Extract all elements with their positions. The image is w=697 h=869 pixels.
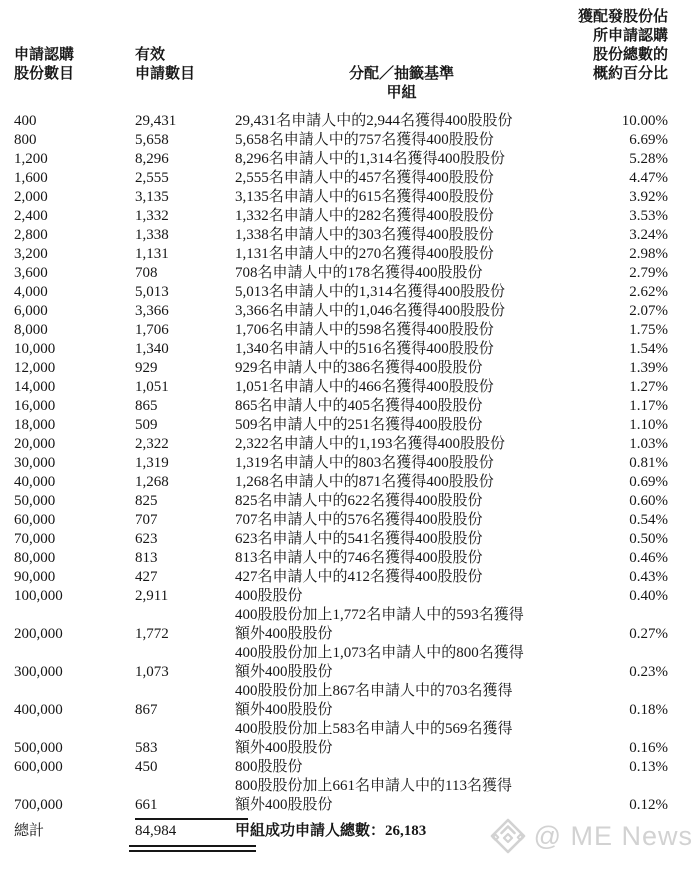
applied-shares-cell: 2,800 (14, 227, 48, 243)
percentage-cell: 0.12% (629, 797, 668, 813)
percentage-cell: 0.27% (629, 626, 668, 642)
header-allotment-basis: 分配／抽籤基準 (348, 66, 454, 82)
basis-line: 509名申請人中的251名獲得400股股份 (235, 417, 483, 433)
group-a-success-total: 甲組成功申請人總數：26,183 (235, 823, 427, 839)
applied-shares-cell: 70,000 (14, 531, 56, 547)
valid-applications-value: 5,013 (135, 284, 169, 300)
valid-applications-value: 450 (135, 759, 158, 775)
allotment-basis-cell (235, 169, 568, 188)
total-valid-cell (135, 822, 235, 852)
percentage-cell: 1.03% (629, 436, 668, 452)
table-row (14, 283, 668, 302)
valid-applications-value: 1,706 (135, 322, 169, 338)
table-row (14, 321, 668, 340)
allotment-basis-cell (235, 758, 568, 777)
table-row (14, 473, 668, 492)
applied-shares-cell: 1,200 (14, 151, 48, 167)
allotment-basis-cell (235, 378, 568, 397)
applied-shares-cell: 600,000 (14, 759, 63, 775)
valid-applications-cell (135, 169, 235, 188)
valid-applications-cell (135, 283, 235, 302)
table-row (14, 416, 668, 435)
allotment-basis-cell (235, 777, 568, 820)
allotment-basis-cell (235, 226, 568, 245)
basis-line: 400股股份加上867名申請人中的703名獲得 (235, 683, 513, 699)
basis-line: 800股股份 (235, 759, 303, 775)
valid-applications-cell (135, 302, 235, 321)
basis-line: 427名申請人中的412名獲得400股股份 (235, 569, 483, 585)
valid-applications-cell (135, 397, 235, 416)
valid-applications-cell (135, 568, 235, 587)
allotment-basis-cell (235, 340, 568, 359)
applied-shares-cell: 400 (14, 113, 37, 129)
applied-shares-cell: 8,000 (14, 322, 48, 338)
valid-applications-value: 825 (135, 493, 158, 509)
allotment-basis-cell (235, 302, 568, 321)
header-applied-shares (14, 46, 135, 84)
table-row (14, 644, 668, 682)
basis-line: 8,296名申請人中的1,314名獲得400股股份 (235, 151, 506, 167)
allotment-basis-cell (235, 131, 568, 150)
valid-applications-value: 1,338 (135, 227, 169, 243)
basis-line: 400股股份加上583名申請人中的569名獲得 (235, 721, 513, 737)
applied-shares-cell: 60,000 (14, 512, 56, 528)
valid-applications-value: 929 (135, 360, 158, 376)
valid-applications-value: 623 (135, 531, 158, 547)
basis-line: 3,366名申請人中的1,046名獲得400股股份 (235, 303, 506, 319)
valid-applications-value: 8,296 (135, 151, 169, 167)
table-row (14, 587, 668, 606)
valid-applications-value: 661 (135, 797, 158, 813)
percentage-cell: 0.43% (629, 569, 668, 585)
basis-line: 707名申請人中的576名獲得400股股份 (235, 512, 483, 528)
valid-applications-cell (135, 587, 235, 606)
valid-applications-cell (135, 226, 235, 245)
allotment-basis-cell (235, 112, 568, 131)
table-row (14, 682, 668, 720)
allotment-basis-cell (235, 720, 568, 758)
allotment-basis-cell (235, 568, 568, 587)
applied-shares-cell: 100,000 (14, 588, 63, 604)
applied-shares-cell: 200,000 (14, 626, 63, 642)
valid-applications-cell (135, 359, 235, 378)
table-body (14, 112, 668, 820)
header-line: 股份總數的 (592, 47, 668, 63)
percentage-cell: 4.47% (629, 170, 668, 186)
valid-applications-value: 867 (135, 702, 158, 718)
valid-applications-cell (135, 625, 235, 644)
basis-line: 2,322名申請人中的1,193名獲得400股股份 (235, 436, 506, 452)
basis-line: 1,706名申請人中的598名獲得400股股份 (235, 322, 494, 338)
table-row (14, 245, 668, 264)
valid-applications-cell (135, 758, 235, 777)
percentage-cell: 5.28% (629, 151, 668, 167)
percentage-cell: 1.39% (629, 360, 668, 376)
valid-applications-value: 1,340 (135, 341, 169, 357)
table-row (14, 777, 668, 820)
valid-applications-value: 1,051 (135, 379, 169, 395)
applied-shares-cell: 16,000 (14, 398, 56, 414)
applied-shares-cell: 20,000 (14, 436, 56, 452)
valid-applications-value: 3,366 (135, 303, 169, 319)
applied-shares-cell: 14,000 (14, 379, 56, 395)
valid-applications-cell (135, 492, 235, 511)
valid-applications-value: 1,268 (135, 474, 169, 490)
applied-shares-cell: 12,000 (14, 360, 56, 376)
valid-applications-value: 3,135 (135, 189, 169, 205)
table-row (14, 720, 668, 758)
valid-applications-cell (135, 245, 235, 264)
table-row (14, 454, 668, 473)
valid-applications-cell (135, 511, 235, 530)
allotment-basis-cell (235, 283, 568, 302)
valid-applications-cell (135, 131, 235, 150)
percentage-cell: 0.81% (629, 455, 668, 471)
percentage-cell: 2.98% (629, 246, 668, 262)
valid-applications-value: 1,772 (135, 626, 169, 642)
header-line: 申請數目 (135, 66, 196, 82)
valid-applications-value: 1,319 (135, 455, 169, 471)
basis-line: 額外400股股份 (235, 797, 333, 813)
table-row (14, 378, 668, 397)
allotment-basis-cell (235, 264, 568, 283)
applied-shares-cell: 3,600 (14, 265, 48, 281)
allotment-basis-cell (235, 207, 568, 226)
valid-applications-value: 1,131 (135, 246, 169, 262)
table-row (14, 169, 668, 188)
valid-applications-cell (135, 207, 235, 226)
valid-applications-cell (135, 701, 235, 720)
percentage-cell: 0.60% (629, 493, 668, 509)
basis-line: 1,131名申請人中的270名獲得400股股份 (235, 246, 494, 262)
header-line: 獲配發股份佔 (577, 9, 668, 25)
table-row (14, 188, 668, 207)
applied-shares-cell: 6,000 (14, 303, 48, 319)
basis-line: 1,051名申請人中的466名獲得400股股份 (235, 379, 494, 395)
applied-shares-cell: 300,000 (14, 664, 63, 680)
table-row (14, 112, 668, 131)
applied-shares-cell: 2,400 (14, 208, 48, 224)
percentage-cell: 1.17% (629, 398, 668, 414)
table-row (14, 758, 668, 777)
table-row (14, 511, 668, 530)
allotment-basis-cell (235, 150, 568, 169)
total-label: 總計 (14, 823, 45, 839)
percentage-cell: 1.54% (629, 341, 668, 357)
basis-line: 400股股份加上1,772名申請人中的593名獲得 (235, 607, 524, 623)
header-line: 概約百分比 (592, 66, 668, 82)
header-line: 所申請認購 (592, 28, 668, 44)
basis-line: 1,268名申請人中的871名獲得400股股份 (235, 474, 494, 490)
applied-shares-cell: 10,000 (14, 341, 56, 357)
basis-line: 1,338名申請人中的303名獲得400股股份 (235, 227, 494, 243)
basis-line: 額外400股股份 (235, 702, 333, 718)
basis-line: 400股股份加上1,073名申請人中的800名獲得 (235, 645, 524, 661)
basis-line: 813名申請人中的746名獲得400股股份 (235, 550, 483, 566)
table-row (14, 606, 668, 644)
allotment-basis-cell (235, 606, 568, 644)
valid-applications-cell (135, 435, 235, 454)
basis-line: 865名申請人中的405名獲得400股股份 (235, 398, 483, 414)
percentage-cell: 0.16% (629, 740, 668, 756)
percentage-cell: 0.13% (629, 759, 668, 775)
percentage-cell: 0.23% (629, 664, 668, 680)
percentage-cell: 3.24% (629, 227, 668, 243)
valid-applications-cell (135, 264, 235, 283)
table-row (14, 226, 668, 245)
valid-applications-cell (135, 796, 235, 820)
valid-applications-cell (135, 416, 235, 435)
basis-line: 額外400股股份 (235, 740, 333, 756)
valid-applications-value: 29,431 (135, 113, 177, 129)
valid-applications-cell (135, 473, 235, 492)
table-row (14, 492, 668, 511)
valid-applications-value: 2,911 (135, 588, 169, 604)
basis-line: 708名申請人中的178名獲得400股股份 (235, 265, 483, 281)
watermark-text: @ ME News (533, 820, 693, 851)
basis-line: 800股股份加上661名申請人中的113名獲得 (235, 778, 512, 794)
applied-shares-cell: 500,000 (14, 740, 63, 756)
applied-shares-cell: 1,600 (14, 170, 48, 186)
basis-line: 額外400股股份 (235, 626, 333, 642)
allotment-basis-cell (235, 416, 568, 435)
valid-applications-cell (135, 150, 235, 169)
allotment-basis-cell (235, 511, 568, 530)
valid-applications-cell (135, 378, 235, 397)
table-row (14, 568, 668, 587)
basis-line: 1,319名申請人中的803名獲得400股股份 (235, 455, 494, 471)
watermark (489, 817, 693, 855)
applied-shares-cell: 90,000 (14, 569, 56, 585)
applied-shares-cell: 80,000 (14, 550, 56, 566)
header-percentage (568, 8, 668, 84)
percentage-cell: 10.00% (621, 113, 668, 129)
percentage-cell: 1.27% (629, 379, 668, 395)
table-row (14, 131, 668, 150)
valid-applications-value: 1,332 (135, 208, 169, 224)
group-a-label: 甲組 (386, 85, 417, 101)
basis-line: 5,013名申請人中的1,314名獲得400股股份 (235, 284, 506, 300)
valid-applications-value: 509 (135, 417, 158, 433)
allotment-basis-cell (235, 454, 568, 473)
allotment-basis-cell (235, 473, 568, 492)
table-row (14, 435, 668, 454)
basis-line: 額外400股股份 (235, 664, 333, 680)
allotment-basis-cell (235, 359, 568, 378)
allotment-basis-cell (235, 321, 568, 340)
valid-applications-value: 427 (135, 569, 158, 585)
allotment-basis-cell (235, 435, 568, 454)
basis-line: 825名申請人中的622名獲得400股股份 (235, 493, 483, 509)
basis-line: 3,135名申請人中的615名獲得400股股份 (235, 189, 494, 205)
basis-line: 400股股份 (235, 588, 303, 604)
table-row (14, 530, 668, 549)
valid-applications-value: 2,555 (135, 170, 169, 186)
applied-shares-cell: 700,000 (14, 797, 63, 813)
table-header-row (14, 8, 668, 84)
table-row (14, 207, 668, 226)
valid-applications-value: 583 (135, 740, 158, 756)
valid-applications-cell (135, 188, 235, 207)
basis-line: 2,555名申請人中的457名獲得400股股份 (235, 170, 494, 186)
applied-shares-cell: 30,000 (14, 455, 56, 471)
table-row (14, 549, 668, 568)
percentage-cell: 1.75% (629, 322, 668, 338)
basis-line: 1,340名申請人中的516名獲得400股股份 (235, 341, 494, 357)
valid-applications-cell (135, 454, 235, 473)
basis-line: 29,431名申請人中的2,944名獲得400股股份 (235, 113, 513, 129)
valid-applications-value: 708 (135, 265, 158, 281)
applied-shares-cell: 3,200 (14, 246, 48, 262)
table-row (14, 359, 668, 378)
percentage-cell: 6.69% (629, 132, 668, 148)
applied-shares-cell: 2,000 (14, 189, 48, 205)
valid-applications-value: 865 (135, 398, 158, 414)
basis-line: 5,658名申請人中的757名獲得400股股份 (235, 132, 494, 148)
allotment-basis-cell (235, 492, 568, 511)
basis-line: 929名申請人中的386名獲得400股股份 (235, 360, 483, 376)
basis-line: 1,332名申請人中的282名獲得400股股份 (235, 208, 494, 224)
applied-shares-cell: 4,000 (14, 284, 48, 300)
table-row (14, 150, 668, 169)
applied-shares-cell: 400,000 (14, 702, 63, 718)
valid-applications-value: 813 (135, 550, 158, 566)
percentage-cell: 2.79% (629, 265, 668, 281)
basis-line: 623名申請人中的541名獲得400股股份 (235, 531, 483, 547)
allotment-basis-cell (235, 530, 568, 549)
table-row (14, 302, 668, 321)
percentage-cell: 0.18% (629, 702, 668, 718)
diamond-logo-icon (489, 817, 527, 855)
percentage-cell: 2.07% (629, 303, 668, 319)
applied-shares-cell: 40,000 (14, 474, 56, 490)
percentage-cell: 0.46% (629, 550, 668, 566)
table-row (14, 264, 668, 283)
valid-applications-value: 707 (135, 512, 158, 528)
allotment-basis-cell (235, 682, 568, 720)
valid-applications-cell (135, 340, 235, 359)
valid-applications-value: 2,322 (135, 436, 169, 452)
valid-applications-cell (135, 112, 235, 131)
applied-shares-cell: 800 (14, 132, 37, 148)
group-a-subheader-row (14, 84, 668, 103)
percentage-cell: 0.69% (629, 474, 668, 490)
allotment-basis-cell (235, 188, 568, 207)
allotment-basis-cell (235, 245, 568, 264)
valid-applications-cell (135, 321, 235, 340)
valid-applications-value: 1,073 (135, 664, 169, 680)
header-valid-applications (135, 46, 235, 84)
table-row (14, 397, 668, 416)
valid-applications-cell (135, 739, 235, 758)
percentage-cell: 3.53% (629, 208, 668, 224)
percentage-cell: 0.54% (629, 512, 668, 528)
percentage-cell: 2.62% (629, 284, 668, 300)
header-line: 申請認購 (14, 47, 75, 63)
subtotal-rule (135, 818, 248, 820)
allotment-basis-cell (235, 397, 568, 416)
allotment-basis-cell (235, 587, 568, 606)
header-line: 股份數目 (14, 66, 75, 82)
percentage-cell: 0.40% (629, 588, 668, 604)
allotment-basis-cell (235, 644, 568, 682)
table-row (14, 340, 668, 359)
valid-applications-cell (135, 549, 235, 568)
valid-applications-cell (135, 530, 235, 549)
total-valid-value: 84,984 (135, 823, 177, 839)
percentage-cell: 1.10% (629, 417, 668, 433)
percentage-cell: 3.92% (629, 189, 668, 205)
applied-shares-cell: 50,000 (14, 493, 56, 509)
applied-shares-cell: 18,000 (14, 417, 56, 433)
valid-applications-value: 5,658 (135, 132, 169, 148)
header-line: 有效 (135, 47, 166, 63)
valid-applications-cell (135, 663, 235, 682)
percentage-cell: 0.50% (629, 531, 668, 547)
allotment-basis-cell (235, 549, 568, 568)
